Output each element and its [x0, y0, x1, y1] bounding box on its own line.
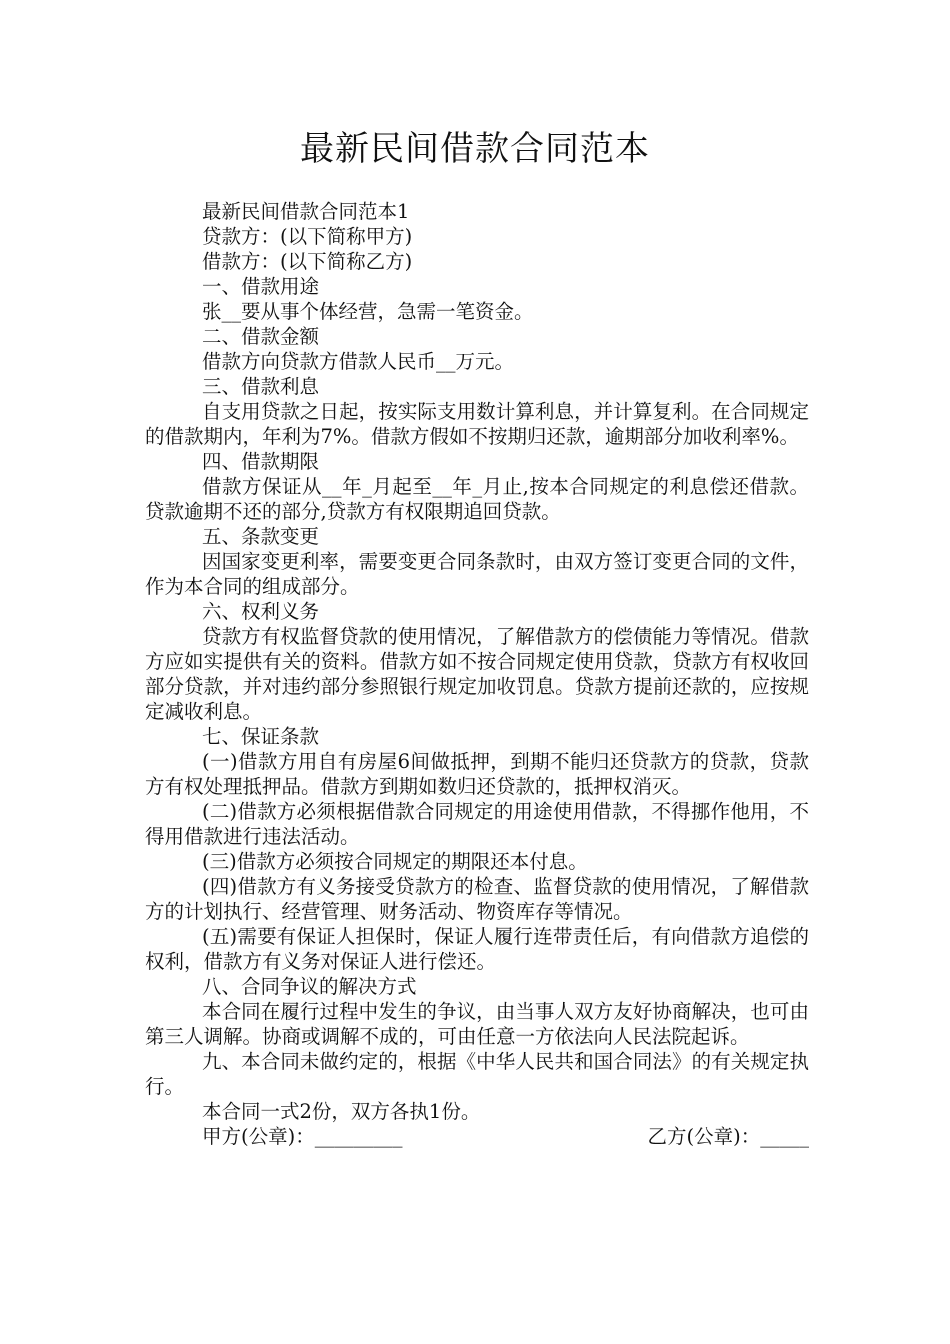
section-heading: 七、保证条款 — [202, 725, 320, 748]
section-heading: 五、条款变更 — [202, 525, 320, 548]
paragraph: 因国家变更利率，需要变更合同条款时，由双方签订变更合同的文件，作为本合同的组成部分。 — [145, 550, 809, 598]
section-heading: 三、借款利息 — [202, 375, 320, 398]
paragraph: 贷款方：(以下简称甲方) — [202, 225, 413, 248]
paragraph: 借款方保证从__年_月起至__年_月止,按本合同规定的利息偿还借款。贷款逾期不还的部分,贷款方有权限期追回贷款。 — [145, 475, 809, 523]
party-a-signature: 甲方(公章)：_________ — [202, 1125, 403, 1148]
paragraph: 借款方：(以下简称乙方) — [202, 250, 413, 273]
paragraph: 九、本合同未做约定的，根据《中华人民共和国合同法》的有关规定执行。 — [145, 1050, 809, 1098]
paragraph: 本合同一式2份，双方各执1份。 — [202, 1100, 481, 1123]
paragraph: (五)需要有保证人担保时，保证人履行连带责任后，有向借款方追偿的权利，借款方有义务对保证人进行偿还。 — [145, 925, 809, 973]
paragraph: 自支用贷款之日起，按实际支用数计算利息，并计算复利。在合同规定的借款期内，年利为7%。借款方假如不按期归还款，逾期部分加收利率%。 — [145, 400, 809, 448]
paragraph: 张__要从事个体经营，急需一笔资金。 — [202, 300, 534, 323]
paragraph: 最新民间借款合同范本1 — [202, 200, 410, 223]
paragraph: (二)借款方必须根据借款合同规定的用途使用借款，不得挪作他用，不得用借款进行违法活动。 — [145, 800, 809, 848]
paragraph: 本合同在履行过程中发生的争议，由当事人双方友好协商解决，也可由第三人调解。协商或调解不成的，可由任意一方依法向人民法院起诉。 — [145, 1000, 809, 1048]
paragraph: (一)借款方用自有房屋6间做抵押，到期不能归还贷款方的贷款，贷款方有权处理抵押品。借款方到期如数归还贷款的，抵押权消灭。 — [145, 750, 809, 798]
document-title: 最新民间借款合同范本 — [300, 129, 650, 169]
signature-line — [145, 1124, 809, 1149]
section-heading: 一、借款用途 — [202, 275, 320, 298]
section-heading: 二、借款金额 — [202, 325, 320, 348]
paragraph: (三)借款方必须按合同规定的期限还本付息。 — [202, 850, 588, 873]
section-heading: 四、借款期限 — [202, 450, 320, 473]
paragraph: 贷款方有权监督贷款的使用情况，了解借款方的偿债能力等情况。借款方应如实提供有关的资料。借款方如不按合同规定使用贷款，贷款方有权收回部分贷款，并对违约部分参照银行规定加收罚息。贷款方提前还款的，应按规定减收利息。 — [145, 625, 809, 723]
section-heading: 八、合同争议的解决方式 — [202, 975, 417, 998]
section-heading: 六、权利义务 — [202, 600, 320, 623]
paragraph: (四)借款方有义务接受贷款方的检查、监督贷款的使用情况，了解借款方的计划执行、经营管理、财务活动、物资库存等情况。 — [145, 875, 809, 923]
document-body — [145, 199, 809, 1149]
paragraph: 借款方向贷款方借款人民币__万元。 — [202, 350, 515, 373]
party-b-signature: 乙方(公章)：_____ — [647, 1125, 809, 1148]
